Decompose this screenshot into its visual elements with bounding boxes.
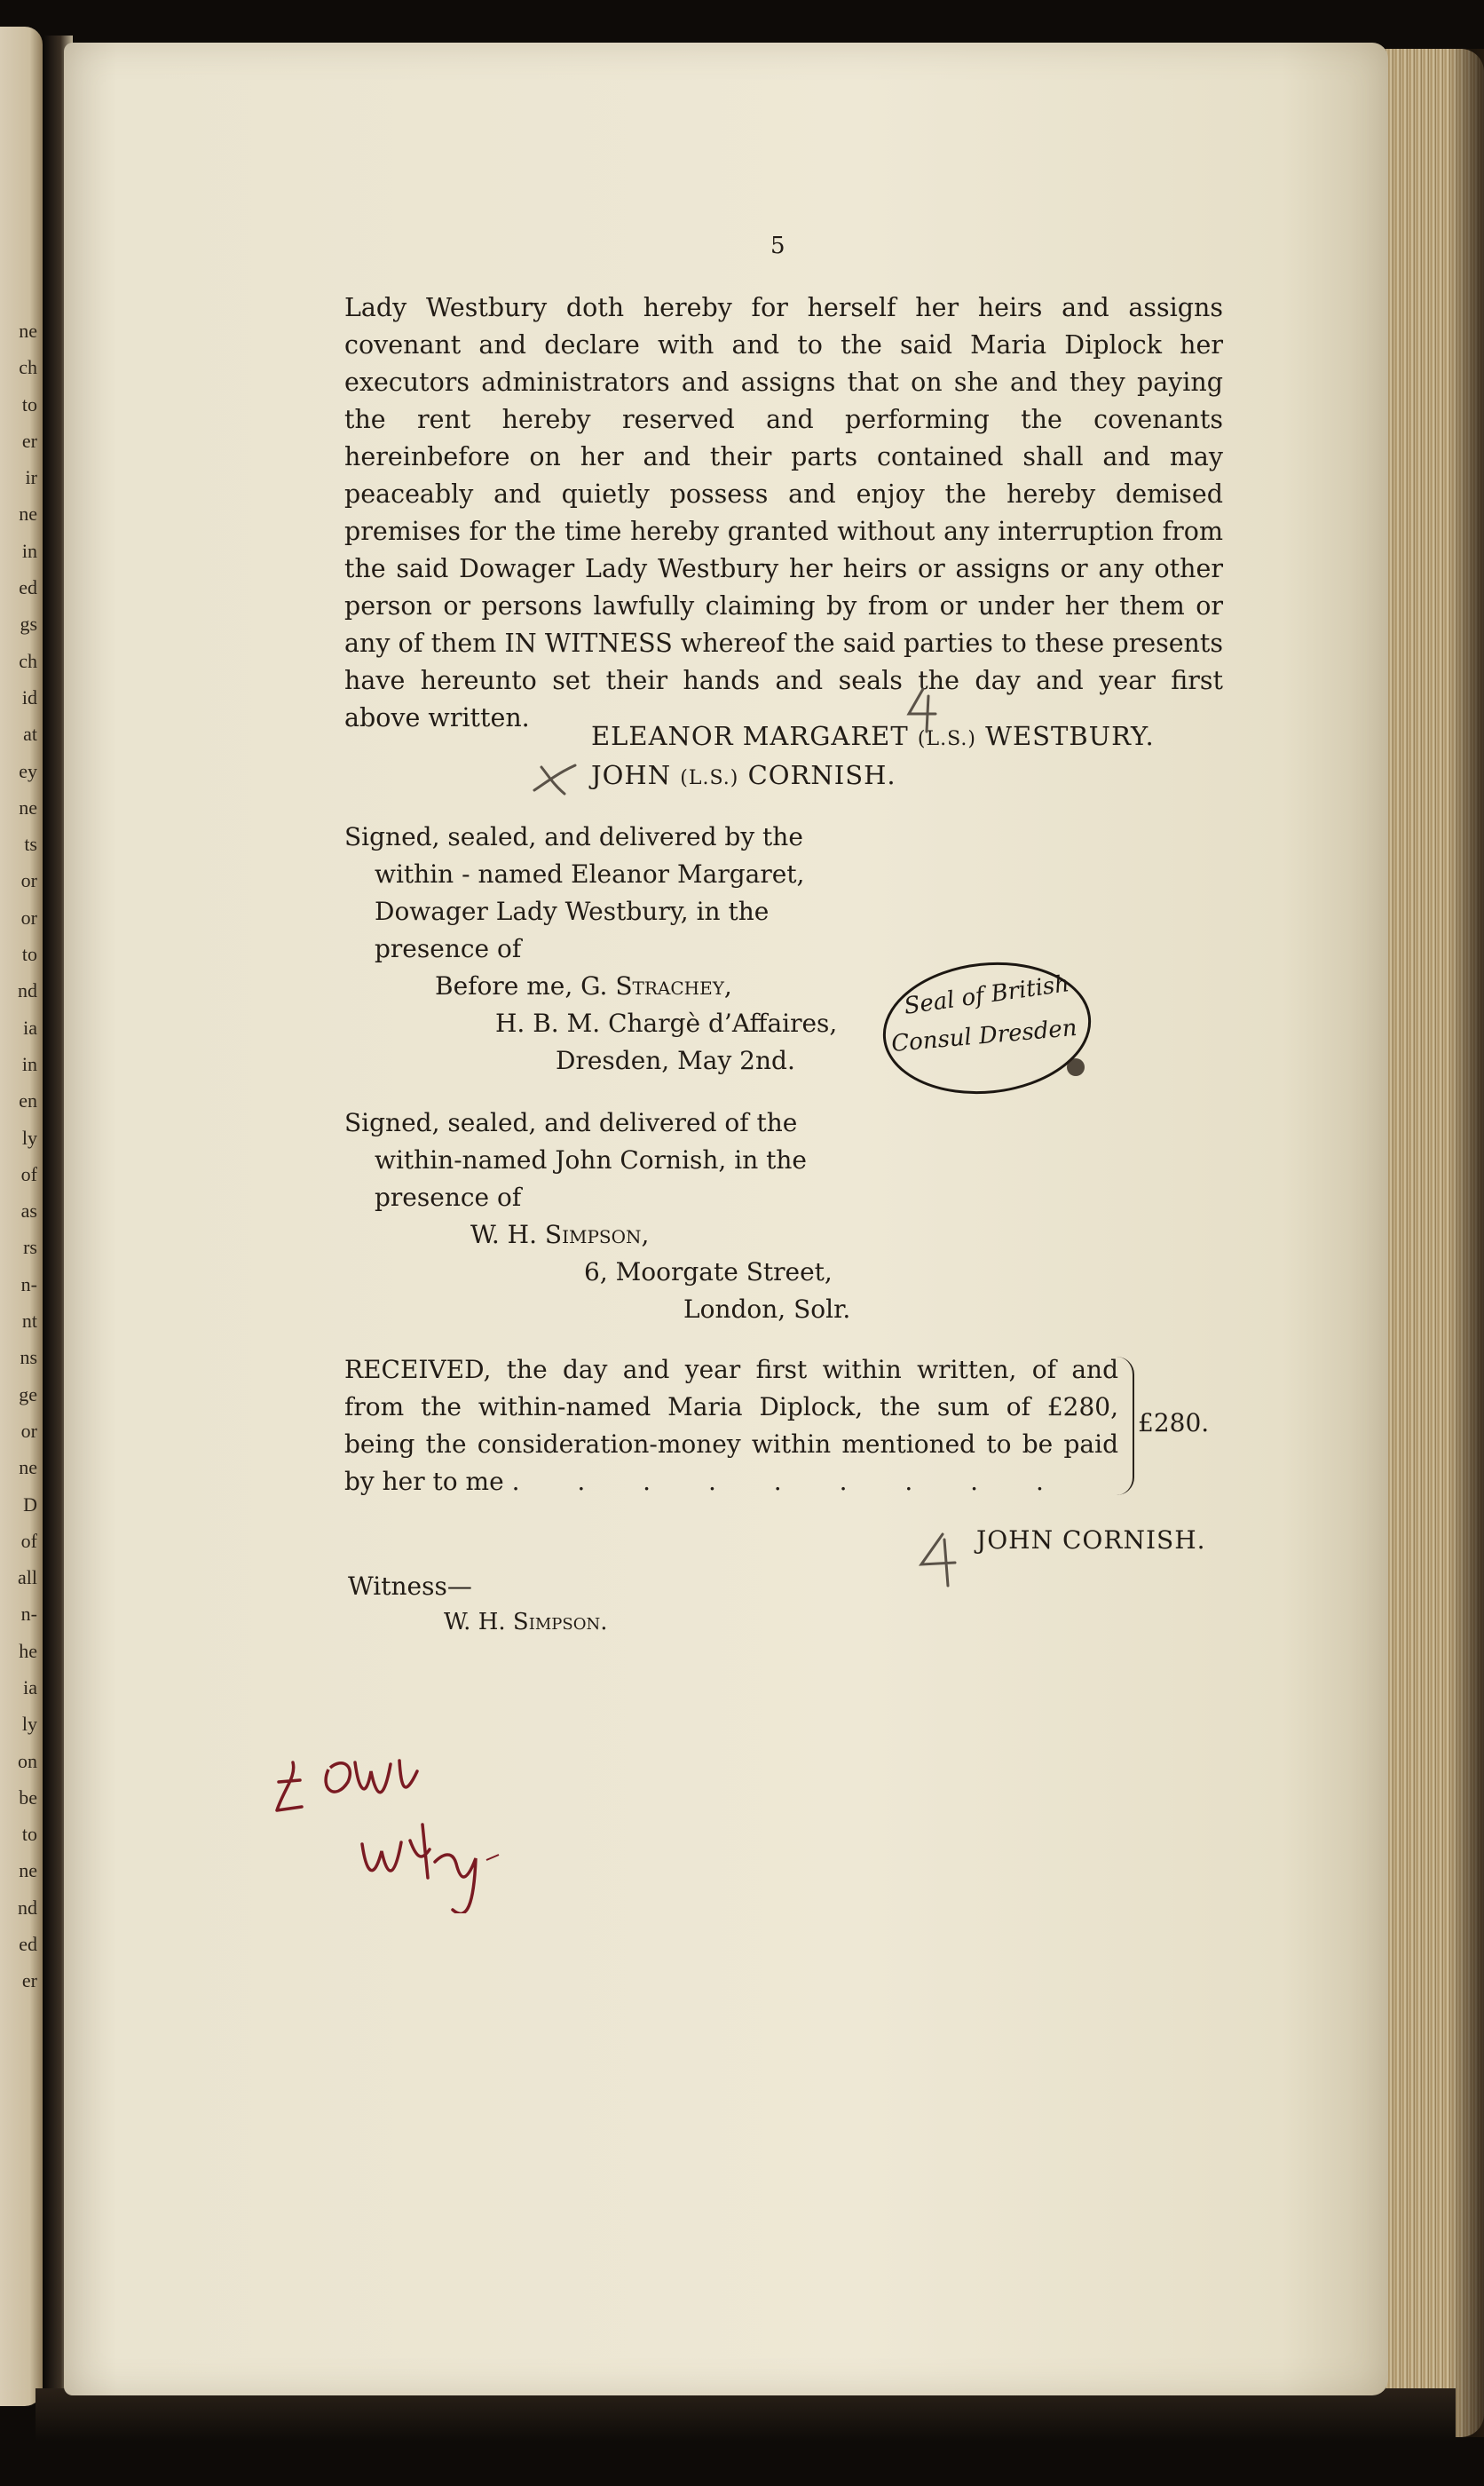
previous-page-fragment: ns bbox=[20, 1346, 37, 1369]
previous-page-fragment: ia bbox=[23, 1016, 37, 1039]
previous-page-fragment: ly bbox=[21, 1126, 37, 1149]
page-number: 5 bbox=[770, 233, 785, 259]
previous-page-fragment: in bbox=[21, 1052, 37, 1075]
previous-page-fragment: ne bbox=[19, 796, 37, 819]
previous-page-fragment: D bbox=[23, 1492, 37, 1516]
previous-page-fragment: nt bbox=[21, 1310, 37, 1333]
previous-page-fragment: ey bbox=[19, 759, 37, 782]
seal-note-line: Consul Dresden bbox=[890, 1014, 1078, 1058]
witness-label: Witness— bbox=[348, 1572, 472, 1601]
receipt-brace bbox=[1117, 1357, 1134, 1495]
previous-page-fragment: he bbox=[19, 1639, 37, 1662]
previous-page-fragment: ne bbox=[19, 320, 37, 342]
previous-page-fragment: ch bbox=[19, 356, 37, 379]
previous-page-fragment: er bbox=[21, 429, 37, 452]
attestation-westbury-line: presence of bbox=[375, 934, 522, 963]
attestation-cornish-line: within-named John Cornish, in the bbox=[375, 1145, 807, 1175]
receipt-text: RECEIVED, the day and year first within written, of and from the within-named Maria Diplock, the sum of £280, being the consideration-money within mentioned to be paid by her to me bbox=[344, 1355, 1118, 1496]
previous-page-fragment: or bbox=[20, 906, 37, 929]
attestation-westbury-witness bbox=[435, 968, 732, 1005]
previous-page-fragment: ed bbox=[19, 1933, 37, 1956]
previous-page-fragment: ly bbox=[21, 1713, 37, 1736]
previous-page-fragment: all bbox=[18, 1566, 37, 1589]
previous-page-fragment: ge bbox=[19, 1382, 37, 1405]
attestation-westbury-title: H. B. M. Chargè d’Affaires, bbox=[495, 1009, 838, 1038]
previous-page-fragment: ts bbox=[24, 833, 37, 856]
witness-simpson: W. H. Simpson, bbox=[470, 1220, 650, 1249]
previous-page-fragment: as bbox=[20, 1199, 37, 1223]
previous-page-fragment: n- bbox=[20, 1272, 37, 1295]
witness-name: W. H. Simpson. bbox=[444, 1609, 608, 1635]
previous-page-fragment: nd bbox=[18, 1896, 37, 1919]
witness-city: London, Solr. bbox=[683, 1294, 851, 1324]
previous-page-fragment: gs bbox=[20, 613, 37, 636]
attestation-westbury-place-date: Dresden, May 2nd. bbox=[556, 1046, 795, 1075]
previous-page-fragment: ne bbox=[19, 1456, 37, 1479]
previous-page-fragment: in bbox=[21, 539, 37, 562]
attestation-cornish-line: Signed, sealed, and delivered of the bbox=[344, 1108, 798, 1137]
signature-westbury-last: WESTBURY. bbox=[985, 721, 1155, 751]
receipt-signature: JOHN CORNISH. bbox=[976, 1525, 1206, 1555]
pencil-mark-4 bbox=[912, 1529, 966, 1591]
previous-page-fragment: rs bbox=[23, 1236, 37, 1259]
previous-page-fragment: ed bbox=[19, 576, 37, 599]
previous-page-fragment: or bbox=[20, 1419, 37, 1442]
pencil-mark-x bbox=[529, 762, 582, 797]
signature-westbury-first: ELEANOR MARGARET bbox=[591, 721, 909, 751]
seal-note-line: Seal of British bbox=[902, 970, 1071, 1020]
witness-address: 6, Moorgate Street, bbox=[584, 1257, 833, 1287]
previous-page-fragment: ir bbox=[25, 466, 37, 489]
previous-page-fragment: ch bbox=[19, 649, 37, 672]
consul-seal-annotation bbox=[879, 959, 1095, 1099]
previous-page-edge bbox=[0, 27, 43, 2406]
previous-page-fragment: ne bbox=[19, 503, 37, 526]
book-bottom-shadow bbox=[36, 2388, 1456, 2442]
red-ink-examination-mark bbox=[266, 1736, 586, 1913]
previous-page-fragment: to bbox=[21, 392, 37, 416]
attestation-cornish-line: presence of bbox=[375, 1183, 522, 1212]
attestation-westbury-line: within - named Eleanor Margaret, bbox=[375, 859, 805, 889]
deed-body-paragraph: Lady Westbury doth hereby for herself her heirs and assigns covenant and declare with and to the said Maria Diplock her executors administrators and assigns that on she and they paying the rent hereby reserved and performing the covenants hereinbefore on her and their parts contained shall and may peaceably and quietly possess and enjoy the hereby demised premises for the time hereby granted without any interruption from the said Dowager Lady Westbury her heirs or assigns or any other person or persons lawfully claiming by from or under her them or any of them IN WITNESS whereof the said parties to these presents have hereunto set their hands and seals the day and year first above written. bbox=[344, 293, 1223, 732]
receipt-amount: £280. bbox=[1138, 1408, 1210, 1437]
seal-mark-westbury: (L.S.) bbox=[917, 728, 976, 750]
previous-page-fragment: or bbox=[20, 869, 37, 892]
receipt-leader-dots: . . . . . . . . . bbox=[511, 1467, 1069, 1496]
previous-page-fragment: ne bbox=[19, 1859, 37, 1882]
attestation-westbury-line: Dowager Lady Westbury, in the bbox=[375, 897, 770, 926]
previous-page-fragment: id bbox=[21, 685, 37, 709]
signature-cornish-last: CORNISH. bbox=[747, 760, 896, 790]
before-me-label: Before me, bbox=[435, 971, 573, 1001]
witness-strachey: G. Strachey, bbox=[580, 971, 732, 1001]
previous-page-fragment: nd bbox=[18, 979, 37, 1002]
previous-page-fragment: to bbox=[21, 943, 37, 966]
previous-page-fragment: on bbox=[18, 1749, 37, 1772]
attestation-westbury-line: Signed, sealed, and delivered by the bbox=[344, 822, 803, 851]
signature-cornish bbox=[591, 760, 896, 790]
previous-page-fragment: of bbox=[20, 1162, 37, 1185]
seal-mark-cornish: (L.S.) bbox=[680, 767, 739, 789]
previous-page-fragment: n- bbox=[20, 1603, 37, 1626]
receipt-clause bbox=[344, 1351, 1118, 1500]
previous-page-text-fragments bbox=[2, 320, 41, 2007]
signature-westbury bbox=[591, 721, 1155, 751]
previous-page-fragment: at bbox=[23, 723, 37, 746]
previous-page-fragment: to bbox=[21, 1823, 37, 1846]
signature-cornish-first: JOHN bbox=[591, 760, 672, 790]
red-ink-scribble-icon bbox=[266, 1736, 586, 1913]
previous-page-fragment: er bbox=[21, 1969, 37, 1992]
previous-page-fragment: be bbox=[19, 1785, 37, 1809]
previous-page-fragment: ia bbox=[23, 1675, 37, 1698]
previous-page-fragment: en bbox=[19, 1089, 37, 1112]
pencil-mark-4 bbox=[896, 684, 950, 737]
previous-page-fragment: of bbox=[20, 1529, 37, 1552]
